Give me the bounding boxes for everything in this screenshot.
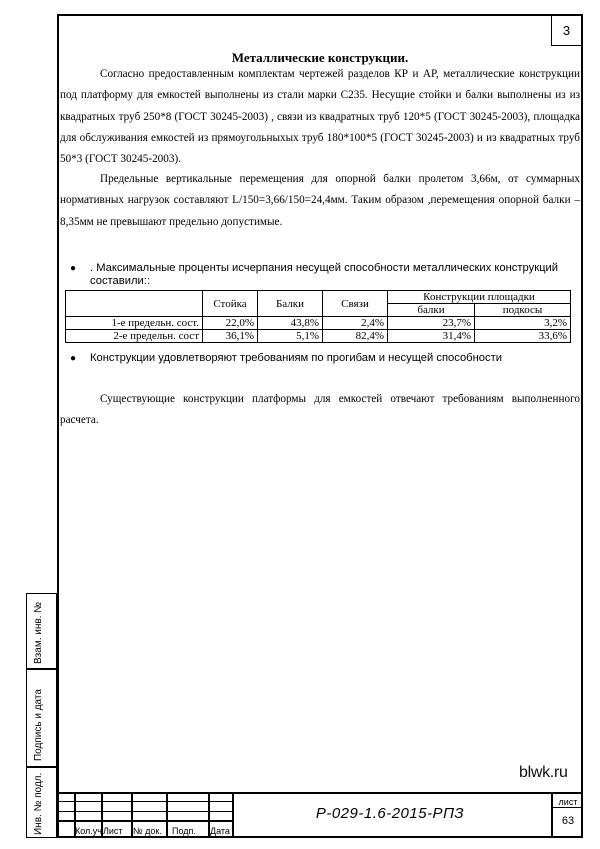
side-strip-inv: [26, 766, 57, 838]
stamp-col-podp: Подп.: [172, 826, 196, 836]
bullet-conclusion-text: Конструкции удовлетворяют требованиям по прогибам и несущей способности: [90, 352, 502, 364]
paragraph-deflection: Предельные вертикальные перемещения для опорной балки пролетом 3,66м, от суммарных нормативных нагрузок составляют L/150=3,66/150=24,4мм. Таким образом ,перемещения опорной балки – 8,35мм не превышают предельно допустимые.: [60, 173, 580, 228]
side-label-vzam: Взам. инв. №: [33, 602, 44, 664]
bullet-conclusion: [70, 352, 570, 365]
col-subheader-podkosy: подкосы: [475, 304, 571, 317]
stamp-col-line: [166, 792, 168, 838]
document-code: Р-029-1.6-2015-РПЗ: [315, 805, 465, 822]
bullet-dot-icon: ●: [70, 263, 77, 274]
stamp-col-doc: № док.: [133, 826, 162, 836]
watermark: blwk.ru: [519, 764, 568, 781]
bullet-capacity: [70, 262, 570, 288]
sheet-label: лист: [558, 797, 578, 807]
col-header-stoyka: Стойка: [203, 291, 258, 317]
cell-value: 3,2%: [475, 317, 571, 330]
paragraph-summary: Существующие конструкции платформы для емкостей отвечают требованиям выполненного расчета.: [60, 393, 580, 427]
bullet-dot-icon: ●: [70, 353, 77, 364]
stamp-col-list: Лист: [103, 826, 123, 836]
col-subheader-balki: балки: [388, 304, 475, 317]
stamp-row-line: [57, 801, 232, 802]
cell-value: 82,4%: [323, 330, 388, 343]
col-header-group: Конструкции площадки: [388, 291, 571, 304]
table-header-row: [66, 291, 571, 304]
side-label-inv: Инв. № подл.: [33, 772, 44, 835]
side-strip-podpis: [26, 668, 57, 768]
bullet-capacity-text: . Максимальные проценты исчерпания несущей способности металлических конструкций составили::: [90, 262, 559, 287]
section-title: Металлические конструкции.: [231, 50, 409, 65]
sheet-number: 63: [561, 815, 575, 827]
table-row: [66, 330, 571, 343]
col-header-svyazi: Связи: [323, 291, 388, 317]
stamp-col-data: Дата: [210, 826, 230, 836]
row-label: 2-е предельн. сост: [66, 330, 203, 343]
cell-value: 2,4%: [323, 317, 388, 330]
side-label-podpis: Подпись и дата: [33, 689, 44, 761]
table-row: [66, 317, 571, 330]
stamp-col-line: [232, 792, 234, 838]
table-corner-cell: [66, 291, 203, 317]
cell-value: 23,7%: [388, 317, 475, 330]
stamp-col-kolvo: Кол.уч: [75, 826, 102, 836]
cell-value: 22,0%: [203, 317, 258, 330]
col-header-balki: Балки: [258, 291, 323, 317]
row-label: 1-е предельн. сост.: [66, 317, 203, 330]
page-number: 3: [551, 16, 581, 46]
stamp-row-line: [57, 811, 232, 812]
cell-value: 5,1%: [258, 330, 323, 343]
stamp-top-line: [57, 792, 583, 794]
side-strip-vzam: [26, 593, 57, 670]
cell-value: 31,4%: [388, 330, 475, 343]
cell-value: 36,1%: [203, 330, 258, 343]
capacity-table: [65, 290, 571, 343]
paragraph-materials: Согласно предоставленным комплектам чертежей разделов КР и АР, металлические конструкции под платформу для емкостей выполнены из стали марки С235. Несущие стойки и балки выполнены из из квадратных труб 250*8 (ГОСТ 30245-2003) , связи из квадратных труб 120*5 (ГОСТ 30245-2003), площадка для обслуживания емкостей из прямоугольныхых труб 180*100*5 (ГОСТ 30245-2003) и из квадратных труб 50*3 (ГОСТ 30245-2003).: [60, 68, 580, 166]
cell-value: 43,8%: [258, 317, 323, 330]
stamp-row-line: [57, 820, 232, 822]
stamp-row-line: [551, 807, 583, 808]
cell-value: 33,6%: [475, 330, 571, 343]
